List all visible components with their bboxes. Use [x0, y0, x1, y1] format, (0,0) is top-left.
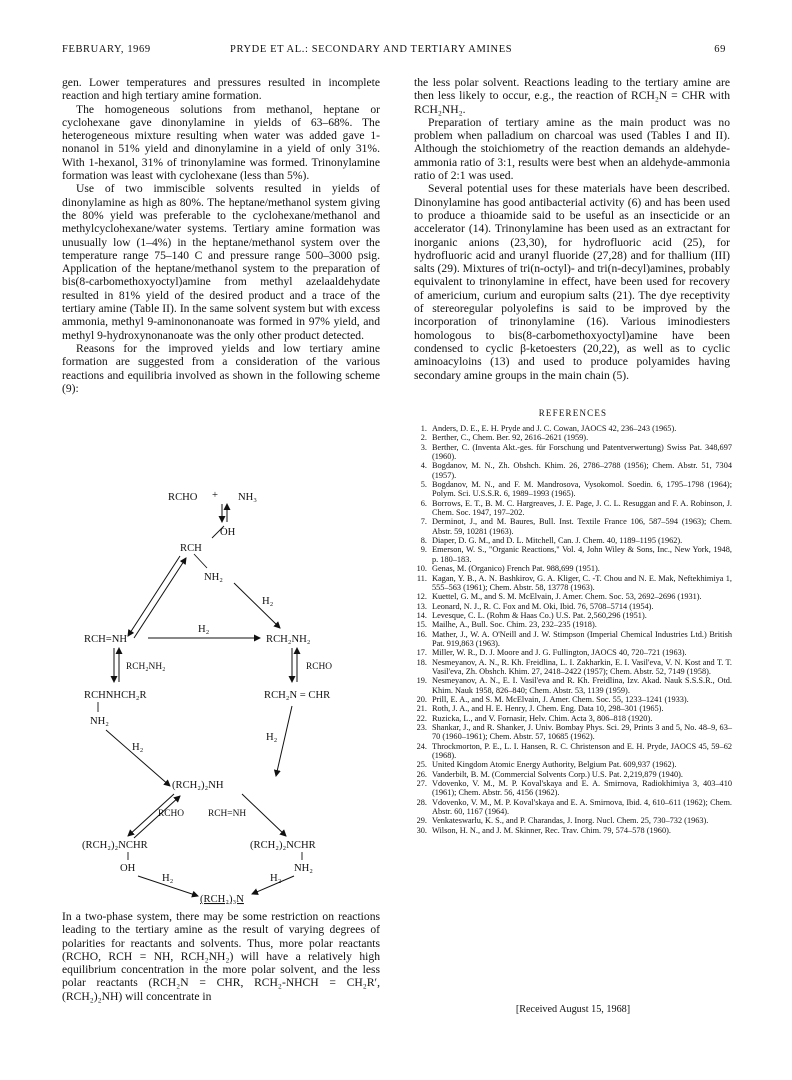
arrow-to-secondary-right	[276, 706, 292, 776]
received-date: [Received August 15, 1968]	[515, 1004, 631, 1015]
reference-text: Mather, J., W. A. O'Neill and J. W. Stimpson (Imperial Chemical Industries Ltd.) British Pat. 919,863 (1963).	[432, 629, 732, 648]
reference-item	[414, 798, 732, 817]
reference-item	[414, 480, 732, 499]
right-column	[414, 76, 730, 382]
arrow-secondary-to-right-adduct	[242, 794, 286, 836]
header-page-number: 69	[714, 44, 726, 55]
reference-text: Bogdanov, M. N., and F. M. Mandrosova, Vysokomol. Soedin. 6, 1795–1798 (1964); Polym. Sci. U.S.S.R. 6, 1989–1993 (1965).	[432, 480, 732, 499]
reference-number: 24.	[416, 741, 427, 751]
reference-text: Berther, C. (Inventa Akt.-ges. für Forschung und Patentverwertung) Swiss Pat. 348,697 (1960).	[432, 442, 732, 462]
scheme-rcho-condition: RCHO	[306, 662, 333, 672]
reference-item	[414, 704, 732, 713]
scheme-nh3: NH₃	[238, 492, 257, 503]
reference-text: Kuettel, G. M., and S. M. McElvain, J. Amer. Chem. Soc. 53, 2692–2696 (1931).	[432, 592, 702, 602]
scheme-h2-lower-right: H₂	[266, 732, 278, 743]
reference-text: Berther, C., Chem. Ber. 92, 2616–2621 (1959).	[432, 433, 589, 443]
reference-text: Leonard, N. J., R. C. Fox and M. Oki, Ibid. 76, 5708–5714 (1954).	[432, 601, 654, 611]
reference-text: Kagan, Y. B., A. N. Bashkirov, G. A. Kliger, C. -T. Chou and N. E. Mak, Neftekhimiya 1, 555–563 (1961); Chem. Abstr. 58, 13778 (1963).	[432, 573, 732, 592]
reference-text: Miller, W. R., D. J. Moore and J. G. Fullington, JAOCS 40, 720–721 (1963).	[432, 648, 687, 658]
reference-text: Wilson, H. N., and J. M. Skinner, Rec. Trav. Chim. 79, 574–578 (1960).	[432, 825, 671, 835]
reference-item	[414, 816, 732, 825]
reference-item	[414, 714, 732, 723]
reference-item	[414, 602, 732, 611]
scheme-rcho-lower: RCHO	[158, 809, 185, 819]
arrow-to-secondary-left	[106, 730, 170, 786]
reference-text: Venkateswarlu, K. S., and P. Charandas, J. Inorg. Nucl. Chem. 25, 730–732 (1963).	[432, 816, 709, 826]
reference-number: 9.	[420, 545, 427, 555]
scheme-rchnhch2r: RCHNHCH₂R	[84, 690, 147, 701]
reference-item	[414, 658, 732, 677]
reference-number: 6.	[420, 498, 427, 508]
left-paragraph-1: gen. Lower temperatures and pressures resulted in incomplete reaction and high tertiary amine formation.	[62, 76, 380, 103]
scheme-rch-nh-lower: RCH=NH	[208, 809, 247, 819]
scheme-h2-right: H₂	[262, 596, 274, 607]
reference-text: United Kingdom Atomic Energy Authority, Belgium Pat. 609,937 (1962).	[432, 760, 677, 770]
scheme-h2-bottom-left: H₂	[162, 873, 174, 884]
reference-text: Ruzicka, L., and V. Fornasir, Helv. Chim. Acta 3, 806–818 (1920).	[432, 713, 653, 723]
scheme-right-adduct: (RCH₂)₂NCHR	[250, 840, 316, 851]
reference-number: 30.	[416, 825, 427, 835]
reference-number: 14.	[416, 610, 427, 620]
left-paragraph-2: The homogeneous solutions from methanol, heptane or cyclohexane gave dinonylamine in yields of 63–68%. The heterogeneous mixture resulting when water was added gave 1-nonanol in 51% yield and dinonylamine in a yield of only 31%. With 1-hexanol, 31% of trinonylamine was formed. Trinonylamine formation was least with cyclohexane (less than 5%).	[62, 102, 380, 183]
reference-item	[414, 443, 732, 462]
reference-item	[414, 574, 732, 593]
reference-item	[414, 620, 732, 629]
scheme-h2-arrow: H₂	[198, 624, 210, 635]
arrow-rch-to-imine	[128, 556, 180, 636]
reaction-scheme-diagram	[62, 486, 380, 906]
reference-number: 15.	[416, 620, 427, 630]
reference-text: Mailhe, A., Bull. Soc. Chim. 23, 232–235 (1918).	[432, 620, 597, 630]
reference-text: Prill, E. A., and S. M. McElvain, J. Amer. Chem. Soc. 55, 1233–1241 (1933).	[432, 694, 689, 704]
reference-item	[414, 779, 732, 798]
reference-text: Vanderbilt, B. M. (Commercial Solvents Corp.) U.S. Pat. 2,219,879 (1940).	[432, 769, 683, 779]
left-column-bottom	[62, 910, 380, 1003]
scheme-h2-lower-left: H₂	[132, 742, 144, 753]
reference-number: 19.	[416, 676, 427, 686]
reference-text: Bogdanov, M. N., Zh. Obshch. Khim. 26, 2786–2788 (1956); Chem. Abstr. 51, 7304 (1957).	[432, 461, 732, 480]
reference-item	[414, 433, 732, 442]
references-heading: REFERENCES	[538, 408, 608, 418]
reference-text: Nesmeyanov, A. N., E. I. Vasil'eva and R. Kh. Freidlina, Izv. Akad. Nauk S.S.S.R., Otd. Khim. Nauk 1958, 826–840; Chem. Abstr. 53, 1139 (1959).	[432, 676, 732, 695]
reference-text: Diaper, D. G. M., and D. L. Mitchell, Can. J. Chem. 40, 1189–1195 (1962).	[432, 536, 683, 546]
left-paragraph-3: Use of two immiscible solvents resulted in yields of dinonylamine as high as 80%. The heptane/methanol system giving the 80% yield was preferable to the cyclohexane/methanol and methylcyclohexane/water systems. Tertiary amine formation was unusually low (1–4%) in the heptane/methanol system over the temperature range 75–140 C and pressure range 500–3000 psig. Application of the heptane/methanol system to the preparation of bis(8-carbomethoxyoctyl)amine from methyl azelaaldehydate resulted in 81% yield of the desired product and a trace of the tertiary amine (Table II). In the same solvent system but with excess ammonia, methyl 9-aminononanoate was formed in 97% yield, and methyl 9-hydroxynonanoate was the only other product detected.	[62, 182, 380, 342]
reference-item	[414, 676, 732, 695]
reference-item	[414, 545, 732, 564]
reference-text: Roth, J. A., and H. E. Henry, J. Chem. Eng. Data 10, 298–301 (1965).	[432, 704, 664, 714]
reference-item	[414, 760, 732, 769]
scheme-rcho: RCHO	[168, 492, 198, 503]
reference-text: Derminot, J., and M. Baures, Bull. Inst. Textile France 106, 587–594 (1963); Chem. Abstr. 59, 10281 (1963).	[432, 517, 732, 536]
reference-item	[414, 826, 732, 835]
reference-number: 10.	[416, 564, 427, 574]
reference-number: 2.	[420, 433, 427, 443]
reference-text: Shankar, J., and R. Shanker, J. Univ. Bombay Phys. Sci. 29, Prints 3 and 5, No. 48–9, 63–70 (1960–1961); Chem. Abstr. 57, 10685 (1962).	[432, 723, 732, 742]
reaction-scheme	[62, 486, 380, 906]
reference-number: 11.	[416, 573, 427, 583]
reference-number: 21.	[416, 704, 427, 714]
reference-number: 20.	[416, 694, 427, 704]
reference-item	[414, 461, 732, 480]
header-running-title: PRYDE ET AL.: SECONDARY AND TERTIARY AMINES	[230, 44, 513, 55]
reference-text: Borrows, E. T., B. M. C. Hargreaves, J. E. Page, J. C. L. Resuggan and F. A. Robinson, J. Chem. Soc. 1947, 197–202.	[432, 498, 732, 518]
scheme-secondary-amine: (RCH₂)₂NH	[172, 780, 224, 791]
references-section	[414, 408, 732, 835]
reference-item	[414, 742, 732, 761]
reference-number: 12.	[416, 592, 427, 602]
scheme-rch-nh: RCH=NH	[84, 634, 128, 645]
reference-item	[414, 723, 732, 742]
arrow-imine-to-rch	[134, 558, 186, 638]
reference-text: Vdovenko, V. M., M. P. Koval'skaya and E. A. Smirnova, Radiokhimiya 3, 403–410 (1961); Chem. Abstr. 56, 4156 (1962).	[432, 779, 732, 798]
scheme-rch2n-chr: RCH₂N = CHR	[264, 690, 331, 701]
right-paragraph-2: Preparation of tertiary amine as the main product was no problem when palladium on charcoal was used (Tables I and II). Although the stoichiometry of the reaction demands an aldehyde-ammonia ratio of 3:1, results were best when an aldehyde-ammonia ratio of 2:1 was used.	[414, 115, 730, 183]
scheme-oh-bottom: OH	[120, 863, 136, 874]
reference-item	[414, 424, 732, 433]
reference-item	[414, 536, 732, 545]
reference-item	[414, 648, 732, 657]
scheme-oh-top: OH	[220, 527, 236, 538]
reference-item	[414, 592, 732, 601]
reference-number: 28.	[416, 797, 427, 807]
reference-item	[414, 564, 732, 573]
left-paragraph-after-scheme: In a two-phase system, there may be some restriction on reactions leading to the tertiary amine as the result of varying degrees of polarities for reactants and solvents. Thus, more polar reactants (RCHO, RCH = NH, RCH₂NH₂) will have a relatively high equilibrium concentration in the more polar solvent, and the less polar reactants (RCH₂N = CHR, RCH₂-NHCH = CH₂R′, (RCH₂)₂NH) will concentrate in	[62, 910, 380, 1003]
running-header	[62, 44, 726, 60]
reference-number: 27.	[416, 779, 427, 789]
scheme-nh2-mid: NH₂	[204, 572, 223, 583]
reference-number: 4.	[420, 461, 427, 471]
reference-text: Genas, M. (Organico) French Pat. 988,699 (1951).	[432, 564, 600, 574]
reference-text: Levesque, C. L. (Rohm & Haas Co.) U.S. Pat. 2,560,296 (1951).	[432, 610, 647, 620]
scheme-nh2-left: NH₂	[90, 716, 109, 727]
reference-item	[414, 517, 732, 536]
reference-number: 13.	[416, 601, 427, 611]
reference-item	[414, 770, 732, 779]
reference-number: 29.	[416, 816, 427, 826]
right-paragraph-1: the less polar solvent. Reactions leading to the tertiary amine are then less likely to occur, e.g., the reaction of RCH₂N = CHR with RCH₂NH₂.	[414, 76, 730, 116]
reference-text: Vdovenko, V. M., M. P. Koval'skaya and E. A. Smirnova, Ibid. 4, 610–611 (1962); Chem. Abstr. 60, 1167 (1964).	[432, 797, 732, 817]
reference-number: 18.	[416, 657, 427, 667]
references-list	[414, 424, 732, 835]
bond-nh2	[194, 554, 207, 568]
scheme-left-adduct: (RCH₂)₂NCHR	[82, 840, 148, 851]
scheme-rch: RCH	[180, 543, 202, 554]
reference-number: 23.	[416, 723, 427, 732]
reference-number: 25.	[416, 760, 427, 770]
reference-number: 16.	[416, 629, 427, 639]
reference-number: 1.	[420, 424, 427, 433]
scheme-plus: +	[212, 490, 218, 501]
reference-text: Emerson, W. S., "Organic Reactions," Vol. 4, John Wiley & Sons, Inc., New York, 1948, p. 180–183.	[432, 545, 732, 564]
reference-number: 7.	[420, 517, 427, 527]
reference-number: 5.	[420, 480, 427, 490]
header-date: FEBRUARY, 1969	[62, 44, 151, 55]
reference-number: 3.	[420, 442, 427, 452]
scheme-h2-bottom-right: H₂	[270, 873, 282, 884]
reference-text: Throckmorton, P. E., L. I. Hansen, R. C. Christenson and E. H. Pryde, JAOCS 45, 59–62 (1968).	[432, 741, 732, 761]
reference-number: 26.	[416, 769, 427, 779]
reference-text: Nesmeyanov, A. N., R. Kh. Freidlina, L. I. Zakharkin, E. I. Vasil'eva, V. N. Kost and T. T. Vasil'eva, Zh. Obshch. Khim. 27, 2418–2422 (1957); Chem. Abstr. 52, 7149 (1958).	[432, 657, 732, 676]
reference-item	[414, 630, 732, 649]
reference-item	[414, 611, 732, 620]
reference-text: Anders, D. E., E. H. Pryde and J. C. Cowan, JAOCS 42, 236–243 (1965).	[432, 424, 677, 433]
scheme-rch2nh2-condition: RCH₂NH₂	[126, 662, 166, 672]
reference-number: 8.	[420, 536, 427, 546]
scheme-tertiary-amine: (RCH₂)₃N	[200, 894, 244, 905]
reference-number: 22.	[416, 713, 427, 723]
left-column	[62, 76, 380, 395]
reference-item	[414, 695, 732, 704]
left-paragraph-4: Reasons for the improved yields and low tertiary amine formation are suggested from a consideration of the various reactions and equilibria involved as shown in the following scheme (9):	[62, 341, 380, 395]
scheme-rch2nh2: RCH₂NH₂	[266, 634, 311, 645]
right-paragraph-3: Several potential uses for these materials have been described. Dinonylamine has good antibacterial activity (6) and has been used to produce a thioamide said to be useful as an insecticide or an accelerator (14). Trinonylamine has been used as an extractant for inorganic anions (23,30), for hydrofluoric acid (25), for hydrofluoric acid and uranyl fluoride (27,28) and for thallium (III) salts (29). Mixtures of tri(n-octyl)- and tri(n-decyl)amines, probably equivalent to trinonylamine in effect, have been used for recovery of americium, curium and europium salts (21). The dye receptivity of stereoregular polyolefins is said to be improved by the incorporation of trinonylamine (16). Various iminodiesters homologous to bis(8-carbomethoxyoctyl)amine have been condensed to cyclic β-ketoesters (20,22), as well as to cyclic aminoacyloins (13) and used to produce polyamides having secondary amine groups in the main chain (5).	[414, 182, 730, 382]
reference-number: 17.	[416, 648, 427, 658]
scheme-nh2-bottom: NH₂	[294, 863, 313, 874]
reference-item	[414, 499, 732, 518]
